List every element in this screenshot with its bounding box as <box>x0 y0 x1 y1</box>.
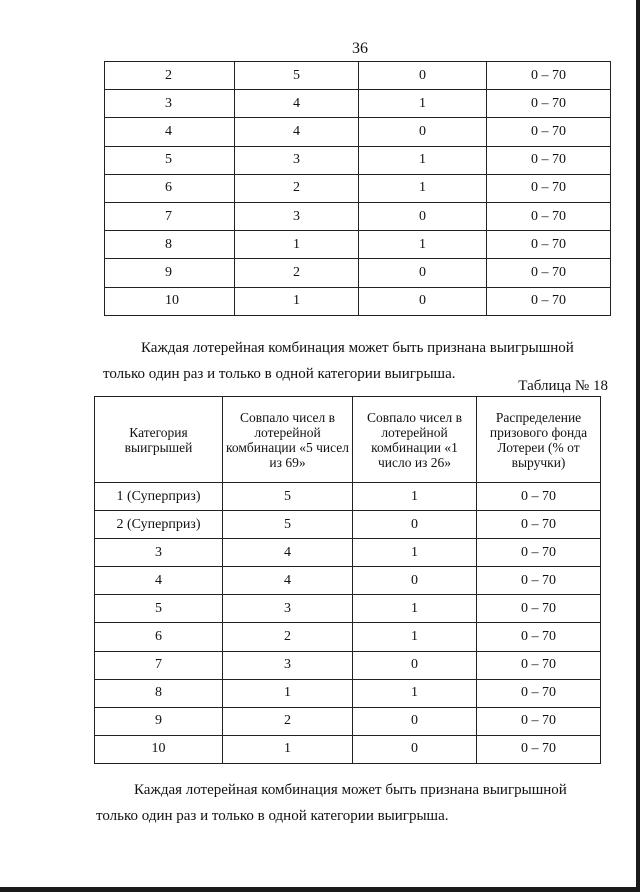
table-row <box>95 567 601 595</box>
cell-bonus-matches: 1 <box>353 539 477 567</box>
cell-category: 1 (Суперприз) <box>95 483 223 511</box>
cell-category: 6 <box>95 623 223 651</box>
cell-main-matches: 2 <box>235 259 359 287</box>
table-caption: Таблица № 18 <box>518 378 608 394</box>
cell-prize-share: 0 – 70 <box>477 651 601 679</box>
cell-prize-share: 0 – 70 <box>487 174 611 202</box>
cell-category: 3 <box>95 539 223 567</box>
cell-prize-share: 0 – 70 <box>487 118 611 146</box>
cell-main-matches: 1 <box>223 735 353 763</box>
cell-bonus-matches: 0 <box>353 707 477 735</box>
table-row <box>105 202 611 230</box>
cell-main-matches: 3 <box>223 595 353 623</box>
cell-bonus-matches: 0 <box>353 567 477 595</box>
header-bonus-matches: Совпало чисел в лотерейной комбинации «1 число из 26» <box>353 397 477 483</box>
cell-bonus-matches: 1 <box>353 679 477 707</box>
cell-category: 10 <box>95 735 223 763</box>
cell-bonus-matches: 1 <box>359 231 487 259</box>
cell-bonus-matches: 0 <box>353 735 477 763</box>
cell-prize-share: 0 – 70 <box>487 259 611 287</box>
cell-main-matches: 4 <box>223 539 353 567</box>
cell-category: 4 <box>95 567 223 595</box>
table-row <box>95 679 601 707</box>
prize-table-18 <box>94 396 601 764</box>
cell-main-matches: 4 <box>223 567 353 595</box>
cell-category: 10 <box>105 287 235 315</box>
table-row <box>105 146 611 174</box>
cell-main-matches: 1 <box>235 287 359 315</box>
table-row <box>95 735 601 763</box>
cell-main-matches: 2 <box>223 707 353 735</box>
table-row <box>95 707 601 735</box>
cell-prize-share: 0 – 70 <box>487 231 611 259</box>
cell-main-matches: 1 <box>235 231 359 259</box>
cell-prize-share: 0 – 70 <box>477 511 601 539</box>
cell-category: 5 <box>105 146 235 174</box>
cell-prize-share: 0 – 70 <box>487 90 611 118</box>
cell-bonus-matches: 0 <box>359 202 487 230</box>
table1-body <box>105 62 611 316</box>
page-number: 36 <box>352 40 368 57</box>
table-header-row <box>95 397 601 483</box>
cell-bonus-matches: 1 <box>353 483 477 511</box>
cell-bonus-matches: 1 <box>359 174 487 202</box>
rule-paragraph-1: Каждая лотерейная комбинация может быть признана выигрышной только один раз и только в одной категории выигрыша. <box>103 340 574 382</box>
cell-main-matches: 5 <box>223 483 353 511</box>
cell-prize-share: 0 – 70 <box>477 567 601 595</box>
table-row <box>105 118 611 146</box>
cell-category: 3 <box>105 90 235 118</box>
table-row <box>95 483 601 511</box>
cell-bonus-matches: 1 <box>353 595 477 623</box>
cell-category: 6 <box>105 174 235 202</box>
table-row <box>105 90 611 118</box>
cell-prize-share: 0 – 70 <box>487 202 611 230</box>
table-row <box>105 62 611 90</box>
cell-prize-share: 0 – 70 <box>477 679 601 707</box>
cell-main-matches: 3 <box>223 651 353 679</box>
cell-main-matches: 2 <box>235 174 359 202</box>
cell-prize-share: 0 – 70 <box>487 287 611 315</box>
cell-prize-share: 0 – 70 <box>487 62 611 90</box>
cell-bonus-matches: 1 <box>359 90 487 118</box>
scan-edge-right <box>636 0 640 892</box>
scan-edge-bottom <box>0 887 640 892</box>
cell-category: 5 <box>95 595 223 623</box>
cell-bonus-matches: 0 <box>359 259 487 287</box>
header-main-matches: Совпало чисел в лотерейной комбинации «5 чисел из 69» <box>223 397 353 483</box>
cell-prize-share: 0 – 70 <box>477 595 601 623</box>
cell-category: 8 <box>105 231 235 259</box>
table-row <box>105 287 611 315</box>
cell-category: 2 <box>105 62 235 90</box>
cell-bonus-matches: 0 <box>359 118 487 146</box>
cell-category: 2 (Суперприз) <box>95 511 223 539</box>
header-prize-share: Распределение призового фонда Лотереи (% от выручки) <box>477 397 601 483</box>
table-row <box>95 595 601 623</box>
cell-prize-share: 0 – 70 <box>477 707 601 735</box>
cell-prize-share: 0 – 70 <box>477 483 601 511</box>
cell-main-matches: 1 <box>223 679 353 707</box>
cell-prize-share: 0 – 70 <box>477 623 601 651</box>
cell-bonus-matches: 1 <box>359 146 487 174</box>
table-row <box>95 651 601 679</box>
table-row <box>105 174 611 202</box>
cell-prize-share: 0 – 70 <box>487 146 611 174</box>
rule-paragraph-2: Каждая лотерейная комбинация может быть признана выигрышной только один раз и только в одной категории выигрыша. <box>96 782 567 824</box>
cell-category: 9 <box>95 707 223 735</box>
cell-bonus-matches: 0 <box>359 287 487 315</box>
cell-main-matches: 4 <box>235 118 359 146</box>
header-category: Категория выигрышей <box>95 397 223 483</box>
cell-main-matches: 4 <box>235 90 359 118</box>
cell-category: 4 <box>105 118 235 146</box>
cell-category: 7 <box>105 202 235 230</box>
table-row <box>95 511 601 539</box>
table-row <box>95 539 601 567</box>
cell-bonus-matches: 0 <box>353 651 477 679</box>
table-row <box>95 623 601 651</box>
cell-category: 9 <box>105 259 235 287</box>
cell-bonus-matches: 1 <box>353 623 477 651</box>
table-row <box>105 231 611 259</box>
prize-table-continued <box>104 61 611 316</box>
cell-main-matches: 3 <box>235 202 359 230</box>
cell-prize-share: 0 – 70 <box>477 539 601 567</box>
cell-category: 7 <box>95 651 223 679</box>
table-row <box>105 259 611 287</box>
cell-prize-share: 0 – 70 <box>477 735 601 763</box>
cell-main-matches: 5 <box>235 62 359 90</box>
cell-main-matches: 3 <box>235 146 359 174</box>
table2-body <box>95 483 601 764</box>
cell-main-matches: 5 <box>223 511 353 539</box>
cell-bonus-matches: 0 <box>353 511 477 539</box>
cell-main-matches: 2 <box>223 623 353 651</box>
cell-category: 8 <box>95 679 223 707</box>
cell-bonus-matches: 0 <box>359 62 487 90</box>
